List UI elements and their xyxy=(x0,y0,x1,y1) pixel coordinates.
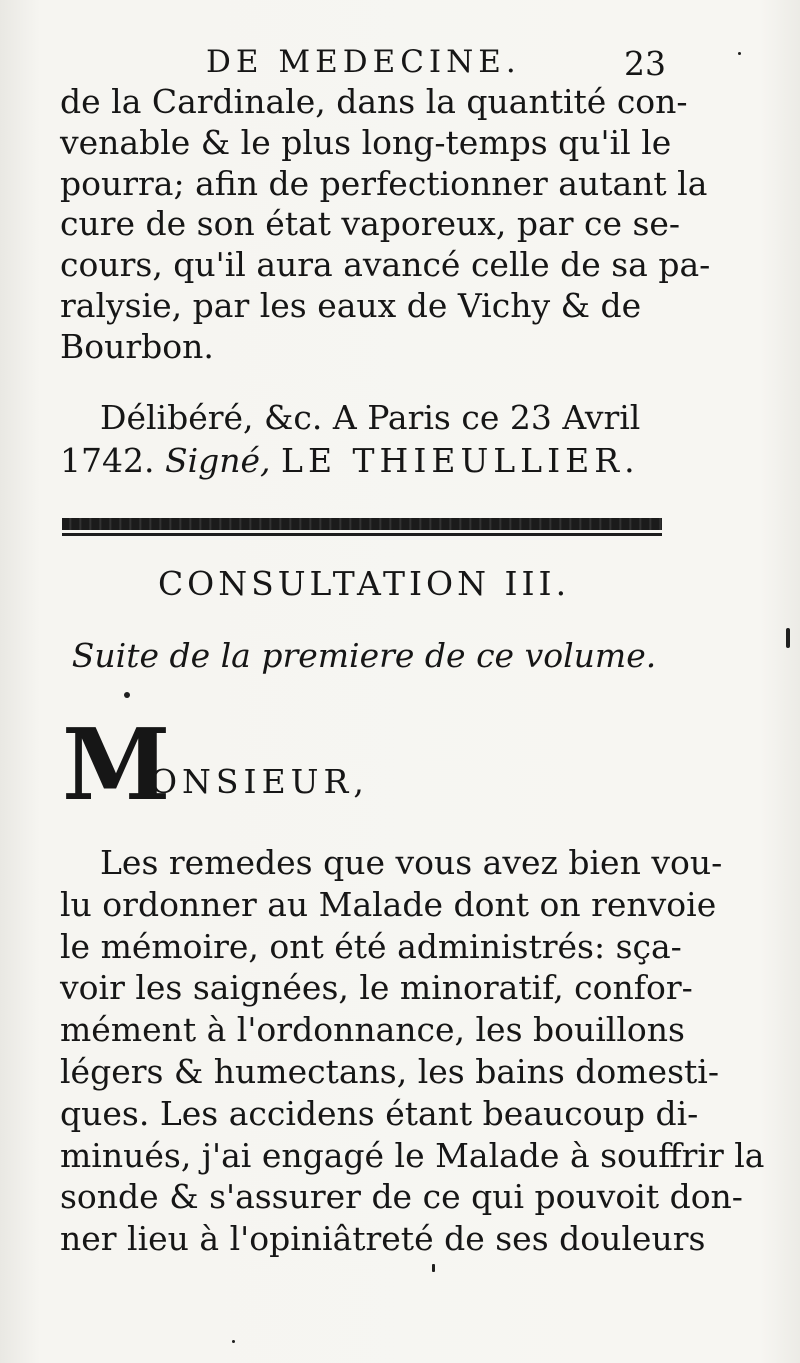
divider-rule xyxy=(62,533,662,536)
dated-signature xyxy=(60,396,668,482)
text-line: ques. Les accidens étant beaucoup di- xyxy=(60,1093,699,1133)
letter-paragraph xyxy=(60,842,765,1260)
text-line: pourra; afin de perfectionner autant la xyxy=(60,163,708,203)
signature-year: 1742. xyxy=(60,441,155,480)
text-line: voir les saignées, le minoratif, confor- xyxy=(60,968,693,1008)
text-line: ner lieu à l'opiniâtreté de ses douleurs xyxy=(60,1219,706,1259)
salutation-text: ONSIEUR, xyxy=(150,762,369,801)
consultation-heading: CONSULTATION III. xyxy=(157,564,571,603)
running-title: DE MEDECINE. xyxy=(206,44,521,80)
text-line: Les remedes que vous avez bien vou- xyxy=(100,843,723,882)
text-line: lu ordonner au Malade dont on renvoie xyxy=(60,884,717,924)
page-number: 23 xyxy=(624,44,666,83)
ink-speck xyxy=(432,1264,435,1272)
signatory-name: LE THIEULLIER. xyxy=(281,441,640,480)
text-line: cure de son état vaporeux, par ce se- xyxy=(60,204,681,244)
ink-speck xyxy=(786,628,790,648)
signed-word: Signé, xyxy=(164,441,271,480)
text-line: sonde & s'assurer de ce qui pouvoit don- xyxy=(60,1177,743,1217)
text-line: cours, qu'il aura avancé celle de sa pa- xyxy=(60,245,711,285)
text-line: Bourbon. xyxy=(60,326,214,366)
text-line: ralysie, par les eaux de Vichy & de xyxy=(60,285,642,325)
opening-paragraph xyxy=(60,82,711,368)
ink-speck xyxy=(738,52,741,55)
ink-speck xyxy=(232,1340,235,1343)
text-line: venable & le plus long-temps qu'il le xyxy=(60,122,672,162)
text-line: légers & humectans, les bains domesti- xyxy=(60,1051,719,1091)
text-line: le mémoire, ont été administrés: sça- xyxy=(60,926,682,966)
text-line: de la Cardinale, dans la quantité con- xyxy=(60,82,688,121)
signature-line xyxy=(60,439,668,482)
text-line: mément à l'ordonnance, les bouillons xyxy=(60,1010,685,1050)
text-line: minués, j'ai engagé le Malade à souffrir la xyxy=(60,1135,765,1175)
drop-cap: M xyxy=(62,708,171,823)
consultation-subtitle: Suite de la premiere de ce volume. xyxy=(71,636,657,675)
ink-speck xyxy=(124,692,130,698)
deliberation-date-line: Délibéré, &c. A Paris ce 23 Avril xyxy=(100,398,641,437)
salutation xyxy=(62,708,670,823)
ornamental-rule xyxy=(62,518,662,530)
